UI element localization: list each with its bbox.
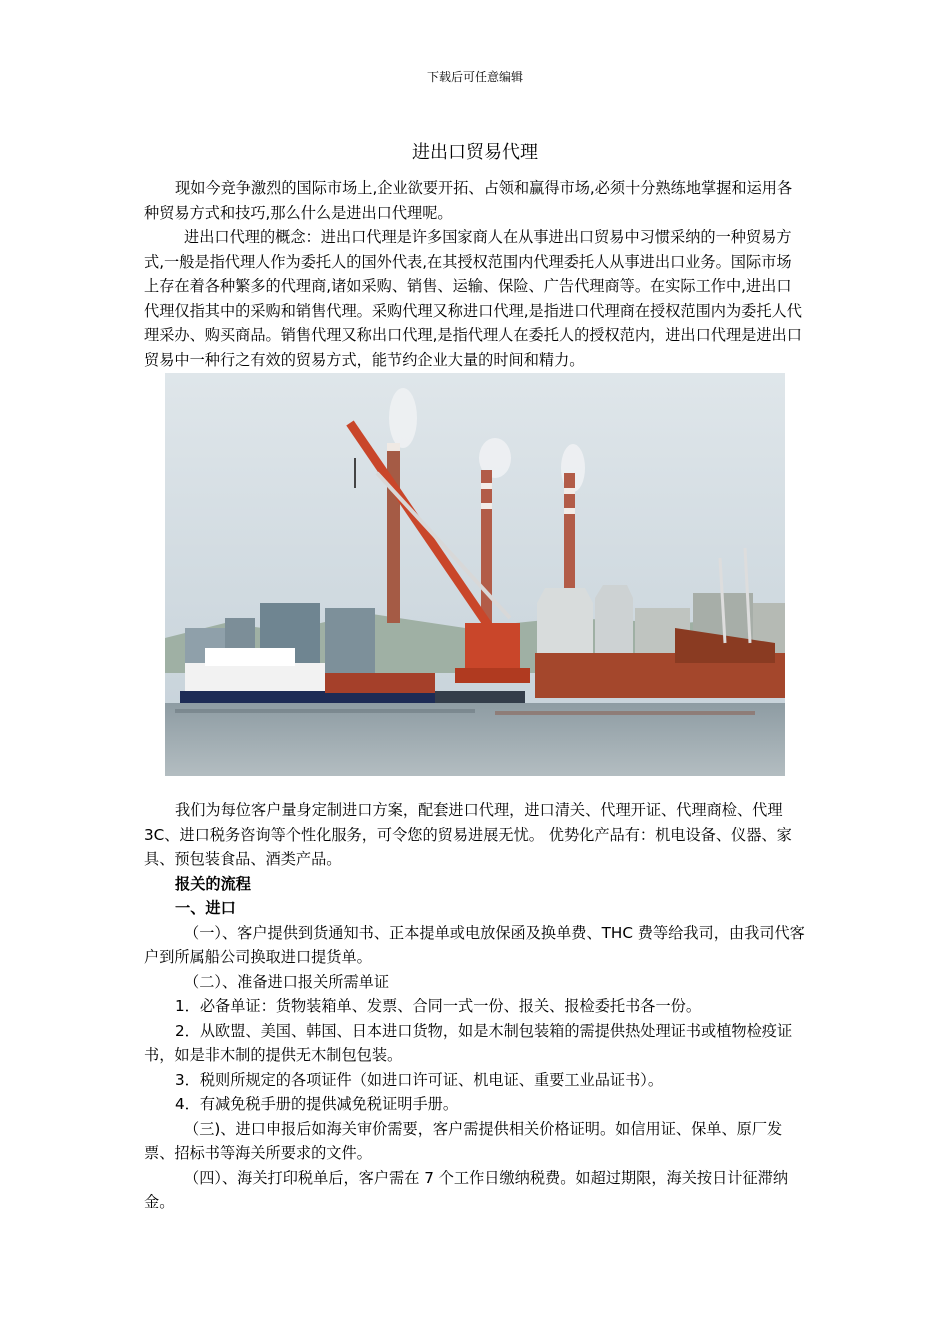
page-header-note: 下载后可任意编辑 — [426, 70, 523, 84]
item-4: 4．有减免税手册的提供减免税证明手册。 — [175, 1095, 459, 1113]
step-2: （二）、准备进口报关所需单证 — [184, 972, 390, 991]
concept-paragraph: 进出口代理的概念：进出口代理是许多国家商人在从事进出口贸易中习惯采纳的一种贸易方式,一般是指代理人作为委托人的国外代表,在其授权范围内代理委托人从事进出口业务。国际市场上存在着各种繁多的代理商,诸如采购、销售、运输、保险、广告代理商等。在实际工作中,进出口代理仅指其中的采购和销售代理。采购代理又称进口代理,是指进口代理商在授权范围内为委托人代理采办、购买商品。销售代理又称出口代理,是指代理人在委托人的授权范内，进出口代理是进出口贸易中一种行之有效的贸易方式，能节约企业大量的时间和精力。 — [144, 228, 802, 369]
item-1: 1．必备单证：货物装箱单、发票、合同一式一份、报关、报检委托书各一份。 — [175, 997, 702, 1015]
port-crane-photo — [165, 373, 785, 776]
services-paragraph: 我们为每位客户量身定制进口方案，配套进口代理，进口清关、代理开证、代理商检、代理 3C、进口税务咨询等个性化服务，可令您的贸易进展无忧。 优势化产品有：机电设备、仪器、家具、预包装食品、酒类产品。 — [144, 801, 792, 868]
intro-paragraph: 现如今竞争激烈的国际市场上,企业欲要开拓、占领和赢得市场,必须十分熟练地掌握和运用各种贸易方式和技巧,那么什么是进出口代理呢。 — [144, 179, 793, 222]
step-1: （一）、客户提供到货通知书、正本提单或电放保函及换单费、THC 费等给我司，由我司代客户到所属船公司换取进口提货单。 — [144, 923, 805, 966]
services-section — [144, 798, 806, 1215]
item-3: 3．税则所规定的各项证件（如进口许可证、机电证、重要工业品证书）。 — [175, 1070, 664, 1089]
document-title: 进出口贸易代理 — [412, 142, 538, 163]
import-heading: 一、进口 — [175, 899, 236, 917]
step-4: （四）、海关打印税单后，客户需在 7 个工作日缴纳税费。如超过期限，海关按日计征滞纳金。 — [144, 1168, 789, 1211]
intro-section — [144, 176, 806, 372]
step-3: （三)、进口申报后如海关审价需要，客户需提供相关价格证明。如信用证、保单、原厂发票、招标书等海关所要求的文件。 — [144, 1119, 783, 1162]
flow-heading: 报关的流程 — [175, 874, 251, 893]
item-2: 2．从欧盟、美国、韩国、日本进口货物，如是木制包装箱的需提供热处理证书或植物检疫证书，如是非木制的提供无木制包包装。 — [144, 1021, 793, 1064]
